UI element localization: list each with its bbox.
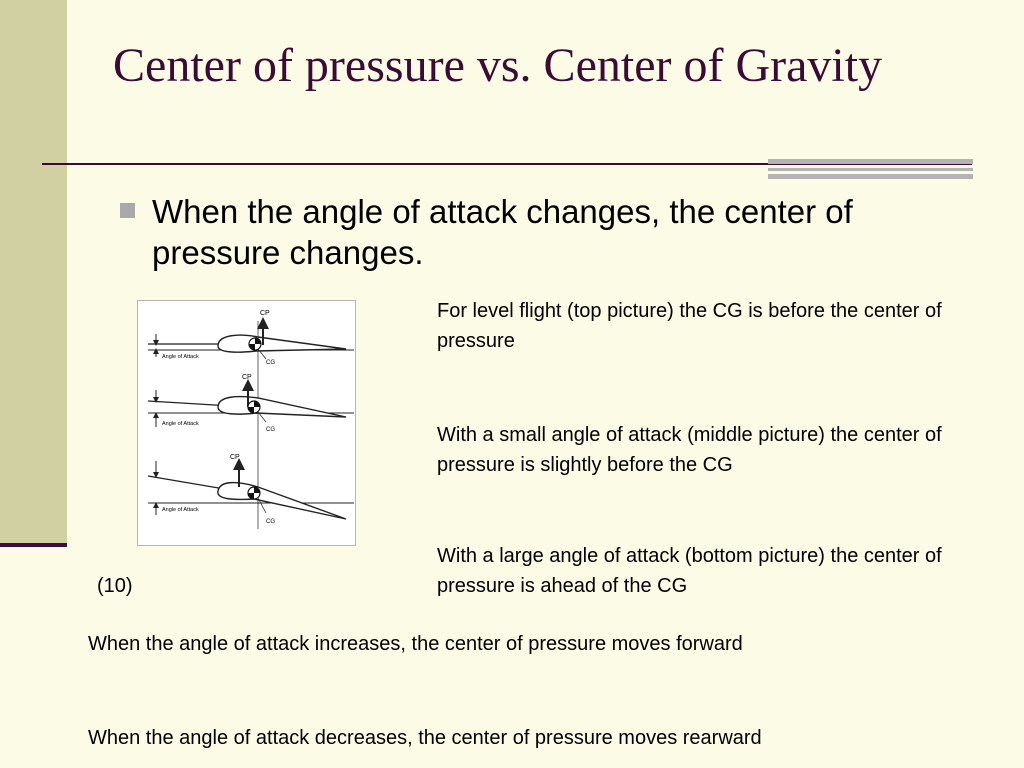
summary-increase: When the angle of attack increases, the center of pressure moves forward [88, 633, 743, 655]
note-level-flight: For level flight (top picture) the CG is before the center of pressure [437, 300, 942, 352]
slide-title: Center of pressure vs. Center of Gravity [113, 39, 883, 92]
cg-label-bottom: CG [266, 519, 275, 525]
aoa-label-top: Angle of Attack [162, 354, 199, 360]
cg-label-middle: CG [266, 427, 275, 433]
side-decoration-bar [0, 0, 67, 545]
figure-caption: (10) [97, 575, 133, 597]
cp-label-bottom: CP [230, 454, 240, 461]
note-small-angle: With a small angle of attack (middle picture) the center of pressure is slightly before the CG [437, 424, 942, 476]
cg-label-top: CG [266, 360, 275, 366]
side-decoration-line [0, 543, 67, 547]
airfoil-panel-middle [148, 374, 354, 433]
bullet-square-icon [120, 203, 135, 218]
cp-label-middle: CP [242, 374, 252, 381]
airfoil-panel-bottom [148, 454, 354, 525]
bullet-point [120, 191, 970, 273]
aoa-label-bottom: Angle of Attack [162, 507, 199, 513]
cp-label-top: CP [260, 310, 270, 317]
note-large-angle: With a large angle of attack (bottom picture) the center of pressure is ahead of the CG [437, 545, 942, 597]
summary-decrease: When the angle of attack decreases, the center of pressure moves rearward [88, 727, 762, 749]
airfoil-figure [137, 300, 356, 546]
title-accent-stripes [768, 159, 973, 179]
airfoil-diagram [138, 301, 357, 547]
bullet-text: When the angle of attack changes, the center of pressure changes. [152, 193, 853, 271]
aoa-label-middle: Angle of Attack [162, 421, 199, 427]
